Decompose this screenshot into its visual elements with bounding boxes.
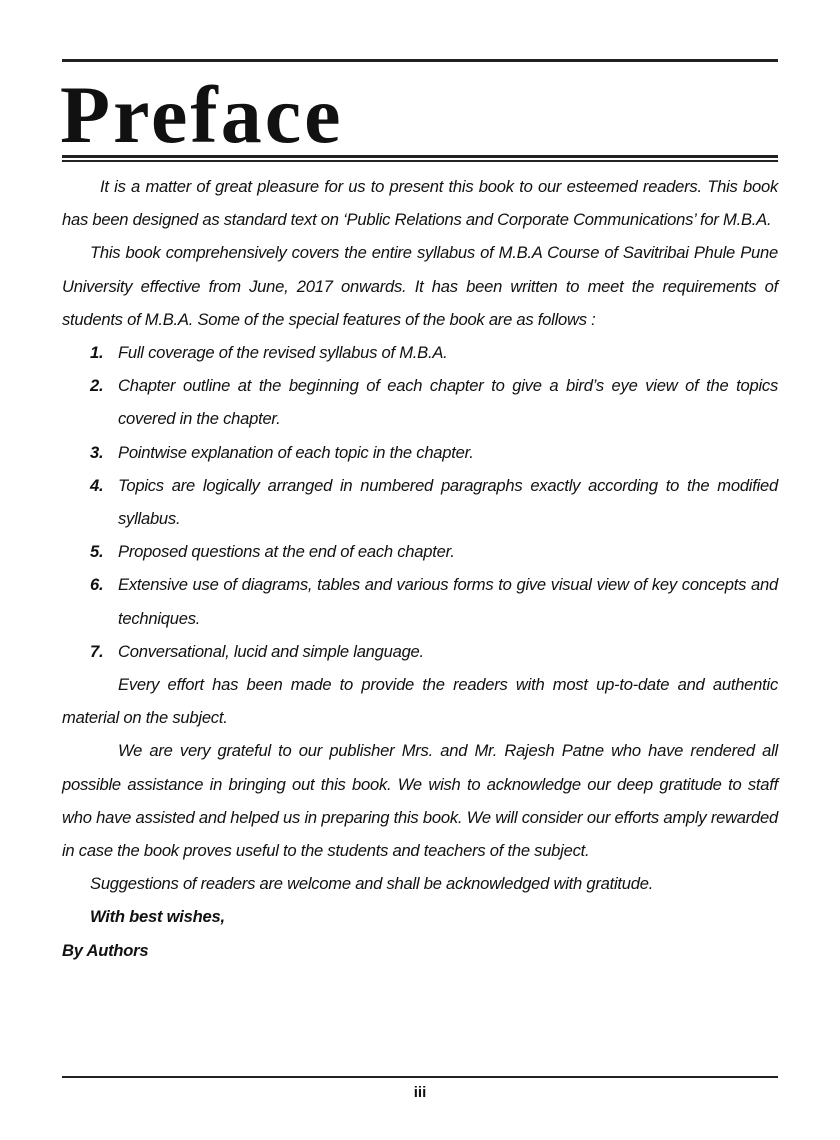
list-item — [62, 535, 778, 568]
suggestions-paragraph: Suggestions of readers are welcome and shall be acknowledged with gratitude. — [90, 874, 654, 894]
preface-body — [62, 170, 778, 967]
list-number: 3. — [90, 442, 104, 462]
intro-paragraph: It is a matter of great pleasure for us to present this book to our esteemed readers. This book has been designed as standard text on ‘Public Relations and Corporate Communications’ for M.B.A. — [62, 177, 778, 230]
list-number: 2. — [90, 376, 104, 396]
closing-line: With best wishes, — [90, 907, 225, 927]
list-text: Conversational, lucid and simple language. — [118, 641, 424, 661]
list-number: 1. — [90, 343, 104, 363]
list-item — [62, 436, 778, 469]
signature: By Authors — [62, 940, 149, 960]
list-item — [62, 336, 778, 369]
features-list — [62, 336, 778, 668]
title-double-rule — [62, 155, 778, 162]
top-rule — [62, 59, 778, 62]
list-number: 4. — [90, 475, 104, 495]
list-number: 5. — [90, 542, 104, 562]
list-item — [62, 635, 778, 668]
list-number: 6. — [90, 575, 104, 595]
list-text: Extensive use of diagrams, tables and various forms to give visual view of key concepts and techniques. — [118, 575, 778, 628]
list-text: Chapter outline at the beginning of each chapter to give a bird’s eye view of the topics covered in the chapter. — [118, 376, 778, 429]
page-title: Preface — [60, 69, 344, 160]
list-number: 7. — [90, 641, 104, 661]
list-item — [62, 369, 778, 435]
gratitude-paragraph: We are very grateful to our publisher Mrs. and Mr. Rajesh Patne who have rendered all possible assistance in bringing out this book. We wish to acknowledge our deep gratitude to staff who have assisted and helped us in preparing this book. We will consider our efforts amply rewarded in case the book proves useful to the students and teachers of the subject. — [62, 741, 778, 861]
list-item — [62, 568, 778, 634]
effort-paragraph: Every effort has been made to provide the readers with most up-to-date and authentic material on the subject. — [62, 675, 778, 728]
list-text: Full coverage of the revised syllabus of M.B.A. — [118, 343, 448, 363]
syllabus-paragraph: This book comprehensively covers the entire syllabus of M.B.A Course of Savitribai Phule Pune University effective from June, 2017 onwards. It has been written to meet the requirements of students of M.B.A. Some of the special features of the book are as follows : — [62, 243, 778, 329]
page-number: iii — [413, 1084, 427, 1101]
list-text: Proposed questions at the end of each chapter. — [118, 542, 455, 562]
list-text: Topics are logically arranged in numbered paragraphs exactly according to the modified syllabus. — [118, 475, 778, 529]
list-item — [62, 469, 778, 535]
list-text: Pointwise explanation of each topic in the chapter. — [118, 442, 474, 462]
bottom-rule — [62, 1076, 778, 1078]
